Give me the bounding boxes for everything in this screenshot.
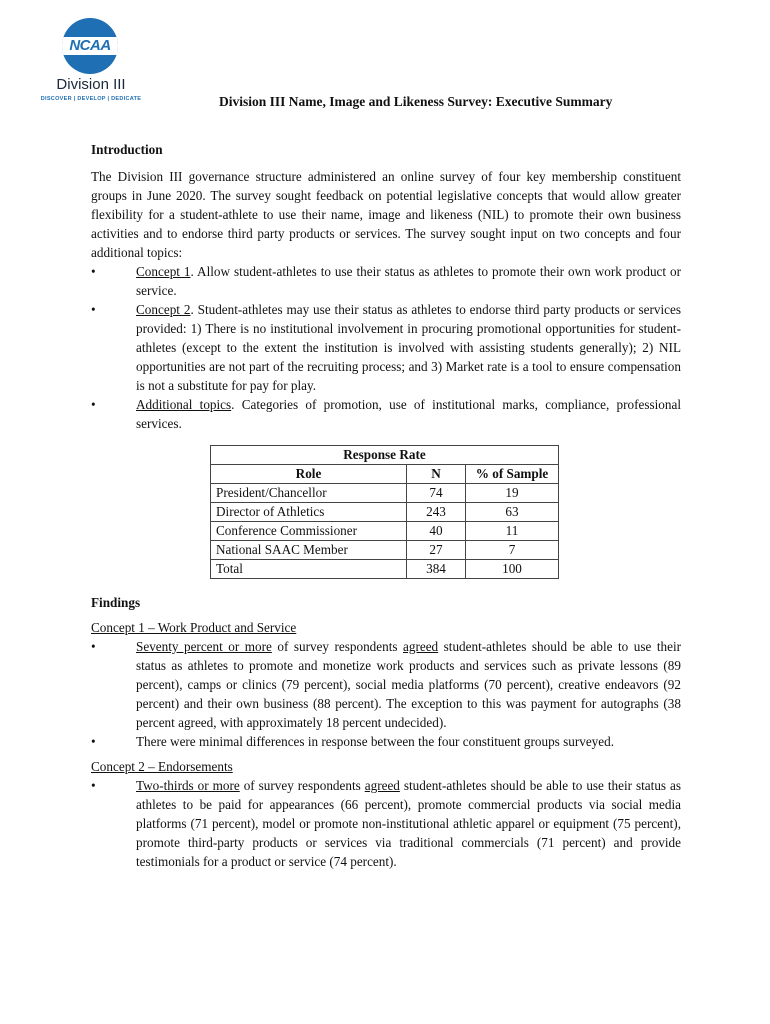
list-item [91,732,681,751]
cell-n: 40 [407,522,466,541]
cell-n: 27 [407,541,466,560]
cell-percent: 19 [466,484,559,503]
column-header-n: N [407,465,466,484]
bullet-icon: • [91,639,96,654]
logo-division-text: Division III [56,76,126,93]
table-row [211,541,559,560]
cell-percent: 100 [466,560,559,579]
cell-n: 243 [407,503,466,522]
cell-role: Conference Commissioner [211,522,407,541]
bullet-text: of survey respondents [239,778,365,793]
response-rate-table [210,445,559,579]
cell-percent: 63 [466,503,559,522]
list-item [91,776,681,871]
ncaa-division-iii-logo [34,18,148,102]
intro-heading: Introduction [91,142,163,157]
bullet-text: . Allow student-athletes to use their status as athletes to promote their own work product or service. [136,264,682,298]
list-item [91,262,681,300]
bullet-text: There were minimal differences in response between the four constituent groups surveyed. [136,734,615,749]
emphasis-text: agreed [364,778,400,793]
list-item [91,395,681,433]
table-row-total [211,560,559,579]
list-item [91,300,681,395]
ncaa-logo-text: NCAA [69,37,111,54]
bullet-label: Concept 2 [136,302,191,317]
table-caption: Response Rate [211,446,559,465]
concept1-subheading: Concept 1 – Work Product and Service [91,620,297,635]
column-header-role: Role [211,465,407,484]
emphasis-text: Two-thirds or more [136,778,240,793]
logo-tagline: DISCOVER | DEVELOP | DEDICATE [40,96,142,102]
bullet-text: . Categories of promotion, use of institutional marks, compliance, professional services. [136,397,681,431]
table-row [211,484,559,503]
bullet-icon: • [91,734,96,749]
document-body [91,140,681,871]
table-header-row [211,465,559,484]
bullet-text: student-athletes should be able to use their status as athletes to be paid for appearances (66 percent), promote commercial products via social media platforms (71 percent), model or promote non-institutional athletic apparel or equipment (75 percent), promote third-party products or services via traditional commercials (71 percent) and provide testimonials for a product or service (74 percent). [136,778,682,869]
intro-bullet-list [91,262,681,433]
bullet-icon: • [91,264,96,279]
bullet-text: student-athletes should be able to use their status as athletes to promote and monetize work products and services such as private lessons (89 percent), camps or clinics (79 percent), social media platforms (70 percent), creative endeavors (92 percent) and their own business (88 percent). The exception to this was payment for autographs (38 percent agreed, with approximately 18 percent undecided). [136,639,681,730]
cell-percent: 7 [466,541,559,560]
bullet-text: of survey respondents [271,639,404,654]
intro-paragraph: The Division III governance structure administered an online survey of four key membership constituent groups in June 2020. The survey sought feedback on potential legislative concepts that would allow greater flexibility for a student-athlete to use their name, image and likeness (NIL) to promote their own business activities and to endorse third party products or services. The survey sought input on two concepts and four additional topics: [91,169,681,260]
list-item [91,637,681,732]
column-header-percent: % of Sample [466,465,559,484]
bullet-label: Concept 1 [136,264,191,279]
response-rate-table-wrap [210,445,681,579]
concept2-bullet-list [91,776,681,871]
table-row [211,503,559,522]
cell-role: President/Chancellor [211,484,407,503]
concept1-bullet-list [91,637,681,751]
document-title: Division III Name, Image and Likeness Survey: Executive Summary [219,94,613,109]
cell-n: 74 [407,484,466,503]
cell-role: Total [211,560,407,579]
bullet-icon: • [91,778,96,793]
emphasis-text: agreed [403,639,439,654]
cell-percent: 11 [466,522,559,541]
findings-heading: Findings [91,595,141,610]
cell-role: Director of Athletics [211,503,407,522]
bullet-label: Additional topics [136,397,232,412]
bullet-icon: • [91,397,96,412]
ncaa-logo-mark [62,18,118,74]
emphasis-text: Seventy percent or more [136,639,272,654]
concept2-subheading: Concept 2 – Endorsements [91,759,233,774]
table-row [211,522,559,541]
cell-role: National SAAC Member [211,541,407,560]
bullet-icon: • [91,302,96,317]
cell-n: 384 [407,560,466,579]
bullet-text: . Student-athletes may use their status as athletes to endorse third party products or services provided: 1) There is no institutional involvement in procuring promotional opportunities for student-athletes (except to the extent the institution is involved with assisting students generally); 2) NIL opportunities are not part of the recruiting process; and 3) Market rate is a tool to ensure compensation is not a substitute for pay for play. [136,302,681,393]
